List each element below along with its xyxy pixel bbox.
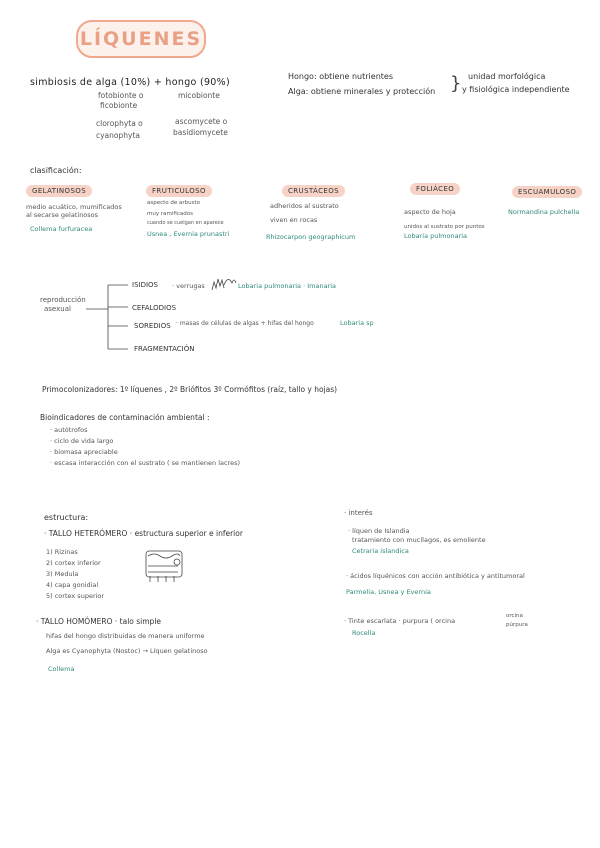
fragmentacion-label: FRAGMENTACIÓN bbox=[134, 345, 195, 353]
orcina-note: orcina bbox=[506, 613, 523, 619]
micobionte-label: micobionte bbox=[178, 91, 220, 100]
layer-item: 3) Medula bbox=[46, 570, 79, 578]
pill-fruticuloso: FRUTICULOSO bbox=[146, 185, 212, 197]
soredios-desc: · masas de células de algas + hifas del hongo bbox=[176, 320, 314, 327]
brace-icon: } bbox=[450, 73, 462, 94]
cefalodios-label: CEFALODIOS bbox=[132, 304, 177, 312]
isidios-example: Lobaria pulmonaria · Imanaria bbox=[238, 282, 337, 290]
pill-crustaceos: CRUSTÁCEOS bbox=[282, 185, 345, 197]
ascomycete-label: ascomycete o bbox=[175, 117, 228, 126]
page-title: LÍQUENES bbox=[79, 28, 203, 50]
homomero-example: Collema bbox=[48, 665, 75, 673]
reproduccion-label-1: reproducción bbox=[40, 296, 86, 304]
gelatinosos-example: Collema furfuracea bbox=[30, 225, 93, 233]
crustaceos-desc-2: viven en rocas bbox=[270, 216, 318, 224]
hongo-text: Hongo: obtiene nutrientes bbox=[288, 72, 393, 81]
simbiosis-text: simbiosis de alga (10%) + hongo (90%) bbox=[30, 77, 230, 88]
unidad-line-2: y fisiológica independiente bbox=[462, 85, 570, 94]
heteromero-text: · TALLO HETERÓMERO · estructura superior e inferior bbox=[44, 529, 243, 538]
basidiomycete-label: basidiomycete bbox=[173, 128, 228, 137]
fruticuloso-desc-3: cuando se cuelgan en aparece bbox=[147, 220, 224, 226]
foliaceo-example: Lobaria pulmonaria bbox=[404, 232, 468, 240]
interes-item-3: · Tinte escarlata · purpura ( orcina bbox=[344, 617, 456, 625]
gelatinosos-desc-2: al secarse gelatinosos bbox=[26, 211, 99, 219]
layer-item: 1) Rizinas bbox=[46, 548, 78, 556]
crustaceos-desc-1: adheridos al sustrato bbox=[270, 202, 339, 210]
alga-text: Alga: obtiene minerales y protección bbox=[288, 87, 436, 96]
bioindicadores-heading: Bioindicadores de contaminación ambiental : bbox=[40, 413, 210, 422]
bioindicador-item: · autótrofos bbox=[50, 426, 88, 434]
bioindicador-item: · ciclo de vida largo bbox=[50, 437, 114, 445]
soredios-example: Lobaria sp bbox=[340, 319, 374, 327]
interes-item-1-example: Cetraria islandica bbox=[352, 547, 409, 555]
layer-item: 4) capa gonidial bbox=[46, 581, 99, 589]
layer-item: 2) cortex inferior bbox=[46, 559, 101, 567]
pill-gelatinosos: GELATINOSOS bbox=[26, 185, 92, 197]
ficobionte-label: ficobionte bbox=[100, 101, 138, 110]
gelatinosos-desc-1: medio acuático, mumificados bbox=[26, 203, 122, 211]
cyanophyta-label: cyanophyta bbox=[96, 131, 140, 140]
isidios-desc: · verrugas bbox=[172, 282, 205, 290]
fruticuloso-desc-2: muy ramificados bbox=[147, 211, 193, 217]
pill-foliaceo: FOLIÁCEO bbox=[410, 183, 460, 195]
escuamuloso-example: Normandina pulchella bbox=[508, 208, 580, 216]
interes-item-2: · ácidos líquénicos con acción antibiótica y antitumoral bbox=[346, 572, 525, 580]
primocolonizadores-text: Primocolonizadores: 1º líquenes , 2º Briófitos 3º Cormófitos (raíz, tallo y hojas) bbox=[42, 385, 338, 394]
interes-heading: · interés bbox=[344, 509, 373, 517]
homomero-text: · TALLO HOMÓMERO · talo simple bbox=[36, 617, 162, 626]
homomero-desc-1: hifas del hongo distribuidas de manera uniforme bbox=[46, 632, 205, 640]
bioindicador-item: · biomasa apreciable bbox=[50, 448, 118, 456]
isidios-label: ISIDIOS bbox=[132, 281, 158, 289]
homomero-desc-2: Alga es Cyanophyta (Nostoc) → Líquen gelatinoso bbox=[46, 647, 208, 655]
crustaceos-example: Rhizocarpon geographicum bbox=[266, 233, 356, 241]
interes-item-2-example: Parmelia, Usnea y Evernia bbox=[346, 588, 431, 596]
foliaceo-desc-1: aspecto de hoja bbox=[404, 208, 456, 216]
interes-item-1-line-1: · líquen de Islandia bbox=[348, 527, 410, 535]
interes-item-3-example: Rocella bbox=[352, 629, 376, 637]
foliaceo-desc-2: unidos al sustrato por puntos bbox=[404, 224, 485, 230]
soredios-label: SOREDIOS bbox=[134, 322, 171, 330]
layer-item: 5) cortex superior bbox=[46, 592, 105, 600]
purpura-note: púrpura bbox=[506, 622, 528, 628]
reproduccion-label-2: asexual bbox=[44, 305, 71, 313]
clasificacion-heading: clasificación: bbox=[30, 166, 82, 175]
unidad-line-1: unidad morfológica bbox=[468, 72, 546, 81]
clorophyta-label: clorophyta o bbox=[96, 119, 143, 128]
fruticuloso-example: Usnea , Evernia prunastri bbox=[147, 230, 230, 238]
pill-escuamuloso: ESCUAMULOSO bbox=[512, 186, 582, 198]
interes-item-1-line-2: tratamiento con mucílagos, es emoliente bbox=[352, 536, 486, 544]
estructura-heading: estructura: bbox=[44, 513, 89, 522]
fruticuloso-desc-1: aspecto de arbusto bbox=[147, 200, 201, 206]
fotobionte-label: fotobionte o bbox=[98, 91, 144, 100]
bioindicador-item: · escasa interacción con el sustrato ( se mantienen lacres) bbox=[50, 459, 241, 467]
